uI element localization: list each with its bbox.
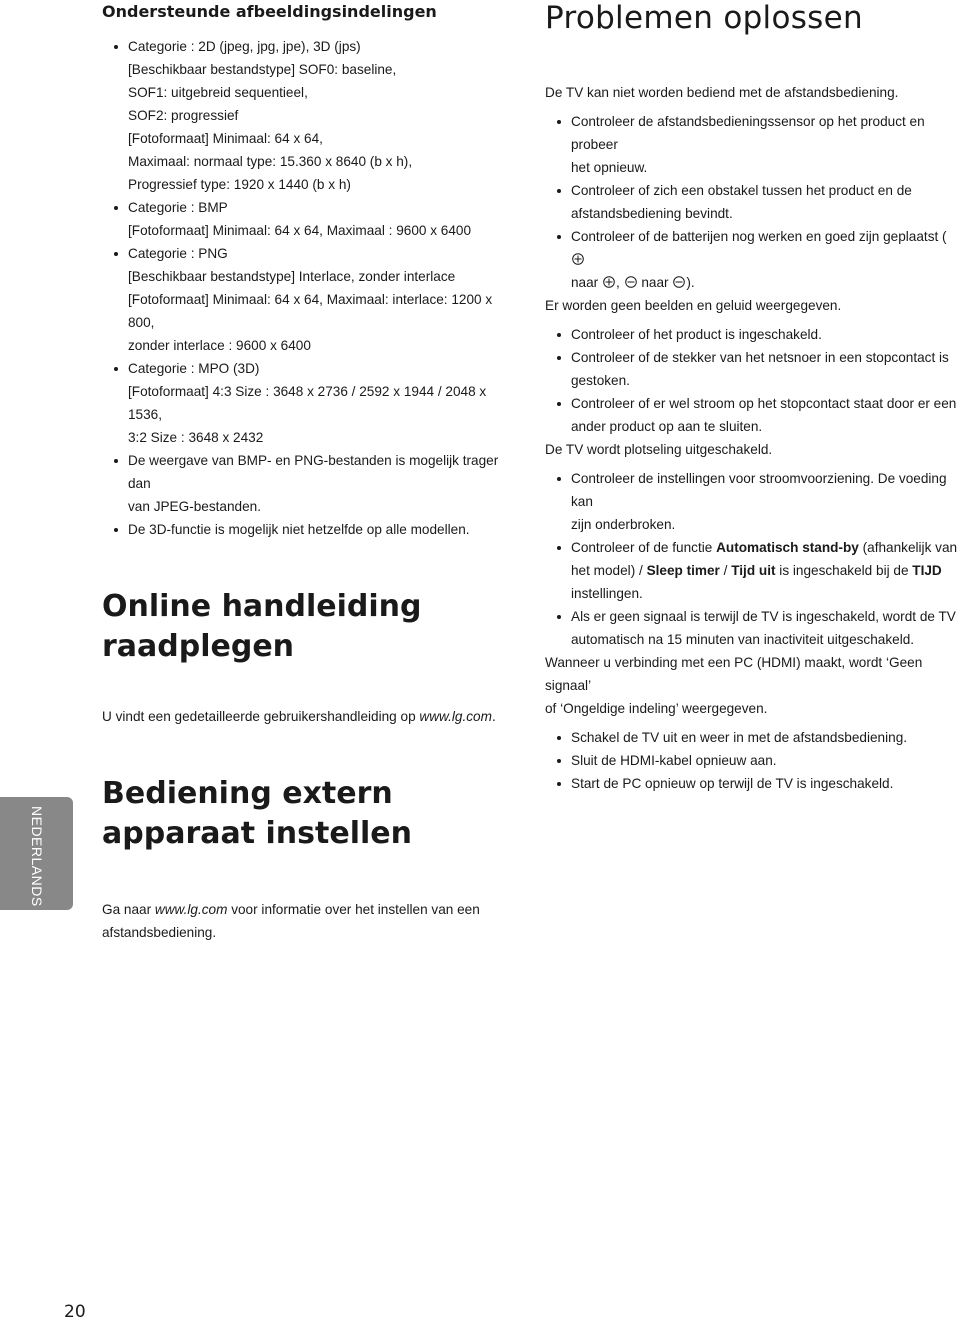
turns-off-checklist [545,467,959,651]
supported-formats-heading: Ondersteunde afbeeldingsindelingen [102,2,437,21]
bullet-icon [557,782,561,786]
troubleshooting-title: Problemen oplossen [545,0,863,36]
list-item: Controleer of het product is ingeschakeld. [545,323,959,346]
bullet-icon [557,356,561,360]
list-item: Schakel de TV uit en weer in met de afstandsbediening. [545,726,959,749]
bullet-icon [557,189,561,193]
remote-setup-text: Ga naar www.lg.com voor informatie over het instellen van een afstandsbediening. [102,902,480,940]
bullet-icon [114,528,118,532]
list-item: Sluit de HDMI-kabel opnieuw aan. [545,749,959,772]
bullet-icon [114,252,118,256]
list-item: Categorie : PNG [Beschikbaar bestandstype] Interlace, zonder interlace [Fotoformaat] Minimaal: 64 x 64, Maximaal: interlace: 1200 x 800, zonder interlace : 9600 x 6400 [102,242,514,357]
list-item: Categorie : BMP [Fotoformaat] Minimaal: 64 x 64, Maximaal : 9600 x 6400 [102,196,514,242]
minus-terminal-icon [625,276,637,288]
list-item: Als er geen signaal is terwijl de TV is ingeschakeld, wordt de TV automatisch na 15 minuten van inactiviteit uitgeschakeld. [545,605,959,651]
lg-website-link[interactable]: www.lg.com [419,709,492,724]
problem-no-picture: Er worden geen beelden en geluid weergegeven. [545,298,842,313]
bullet-icon [557,235,561,239]
remote-checklist [545,110,959,294]
list-item: Start de PC opnieuw op terwijl de TV is ingeschakeld. [545,772,959,795]
bullet-icon [557,546,561,550]
left-column [102,0,514,944]
list-item: De 3D-functie is mogelijk niet hetzelfde op alle modellen. [102,518,514,541]
list-item: Controleer de afstandsbedieningssensor op het product en probeer het opnieuw. [545,110,959,179]
list-item: Controleer of de batterijen nog werken en goed zijn geplaatst ( naar , naar ). [545,225,959,294]
problem-turns-off: De TV wordt plotseling uitgeschakeld. [545,442,773,457]
problem-remote: De TV kan niet worden bediend met de afstandsbediening. [545,85,899,100]
list-item: Controleer of de functie Automatisch stand-by (afhankelijk van het model) / Sleep timer / Tijd uit is ingeschakeld bij de TIJD instellingen. [545,536,959,605]
bullet-icon [114,459,118,463]
bullet-icon [557,736,561,740]
online-manual-title: Online handleiding raadplegen [102,589,422,664]
list-item: Controleer of de stekker van het netsnoer in een stopcontact is gestoken. [545,346,959,392]
bullet-icon [557,759,561,763]
list-item: Controleer de instellingen voor stroomvoorziening. De voeding kan zijn onderbroken. [545,467,959,536]
bullet-icon [557,333,561,337]
language-label: NEDERLANDS [29,806,45,907]
bullet-icon [114,206,118,210]
minus-terminal-icon [673,276,685,288]
no-picture-checklist [545,323,959,438]
language-side-tab [0,797,73,910]
bullet-icon [557,615,561,619]
bullet-icon [114,367,118,371]
list-item: Controleer of er wel stroom op het stopcontact staat door er een ander product op aan te sluiten. [545,392,959,438]
plus-terminal-icon [572,253,584,265]
remote-setup-title: Bediening extern apparaat instellen [102,776,412,851]
plus-terminal-icon [603,276,615,288]
problem-no-signal: Wanneer u verbinding met een PC (HDMI) maakt, wordt ‘Geen signaal’ of ‘Ongeldige indeling’ weergegeven. [545,655,923,716]
formats-list [102,35,514,541]
lg-website-link[interactable]: www.lg.com [154,902,228,917]
bullet-icon [557,477,561,481]
right-column [545,0,959,795]
bullet-icon [557,402,561,406]
bullet-icon [114,45,118,49]
no-signal-checklist [545,726,959,795]
bullet-icon [557,120,561,124]
list-item: De weergave van BMP- en PNG-bestanden is mogelijk trager dan van JPEG-bestanden. [102,449,514,518]
list-item: Categorie : MPO (3D) [Fotoformaat] 4:3 Size : 3648 x 2736 / 2592 x 1944 / 2048 x 1536, 3:2 Size : 3648 x 2432 [102,357,514,449]
page-number: 20 [64,1302,86,1322]
online-manual-text: U vindt een gedetailleerde gebruikershandleiding op www.lg.com. [102,709,496,724]
list-item: Categorie : 2D (jpeg, jpg, jpe), 3D (jps) [Beschikbaar bestandstype] SOF0: baseline, SOF1: uitgebreid sequentieel, SOF2: progressief [Fotoformaat] Minimaal: 64 x 64, Maximaal: normaal type: 15.360 x 8640 (b x h), Progressief type: 1920 x 1440 (b x h) [102,35,514,196]
list-item: Controleer of zich een obstakel tussen het product en de afstandsbediening bevindt. [545,179,959,225]
